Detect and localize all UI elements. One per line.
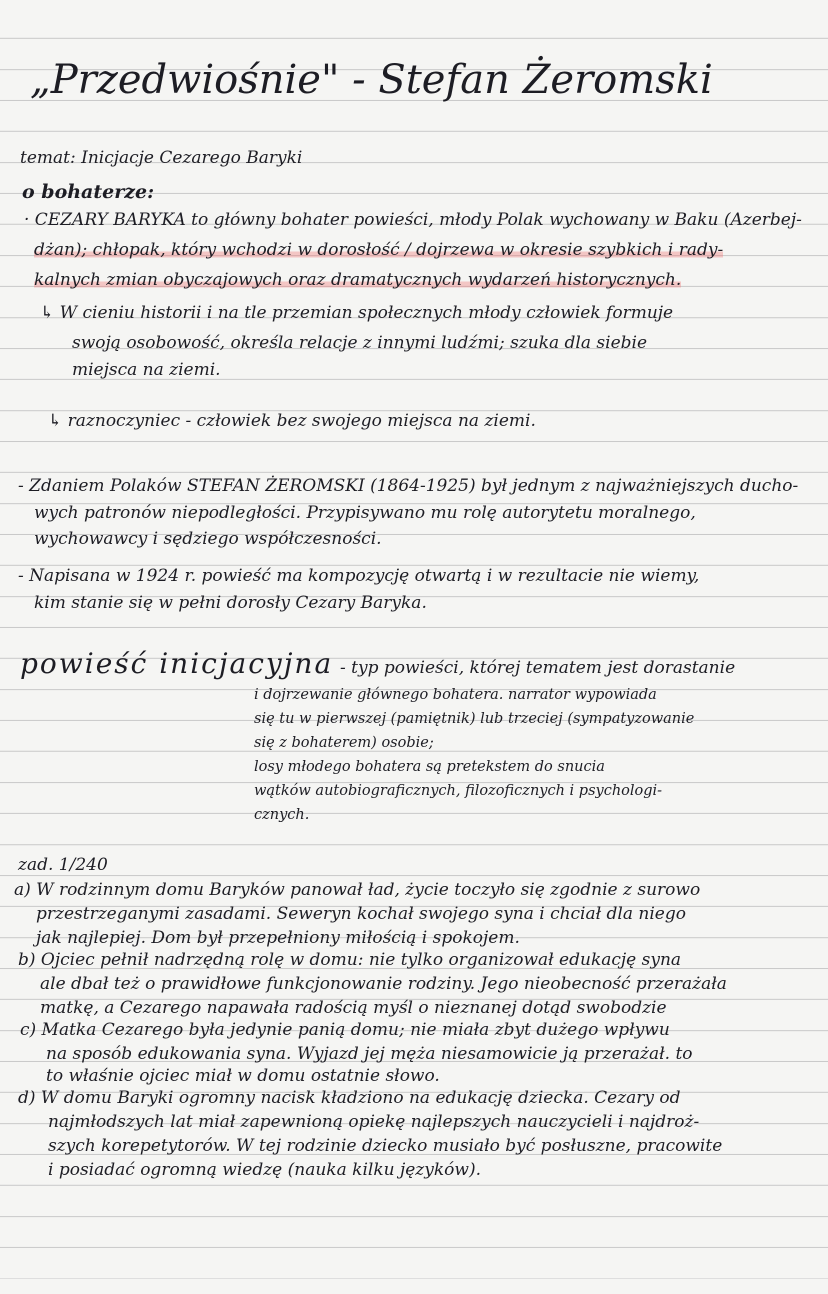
hero-arrow-1-line-3: miejsca na ziemi. <box>72 360 221 380</box>
definition-line-1: - typ powieści, której tematem jest dorastanie <box>340 658 736 678</box>
task-c-line-1: c) Matka Cezarego była jedynie panią domu; nie miała zbyt dużego wpływu <box>20 1020 670 1040</box>
task-b-line-3: matkę, a Cezarego napawała radością myśl o nieznanej dotąd swobodzie <box>40 998 667 1018</box>
hero-line-2: dżan); chłopak, który wchodzi w dorosłość / dojrzewa w okresie szybkich i rady- <box>34 240 724 260</box>
topic-line: temat: Inicjacje Cezarego Baryki <box>20 148 303 168</box>
task-c-line-3: to właśnie ojciec miał w domu ostatnie słowo. <box>46 1066 440 1086</box>
task-a-line-1: a) W rodzinnym domu Baryków panował ład, życie toczyło się zgodnie z surowo <box>14 880 701 900</box>
definition-term: powieść inicjacyjna <box>20 647 334 680</box>
task-b-line-1: b) Ojciec pełnił nadrzędną rolę w domu: nie tylko organizował edukację syna <box>18 950 682 970</box>
task-a-line-2: przestrzeganymi zasadami. Seweryn kochał swojego syna i chciał dla niego <box>36 904 686 924</box>
task-a-line-3: jak najlepiej. Dom był przepełniony miłością i spokojem. <box>36 928 520 948</box>
zeromski-line-3: wychowawcy i sędziego współczesności. <box>34 529 382 549</box>
heroes-heading: o bohaterze: <box>22 181 155 203</box>
task-b-line-2: ale dbał też o prawidłowe funkcjonowanie rodziny. Jego nieobecność przerażała <box>40 974 727 994</box>
definition-line-2: i dojrzewanie głównego bohatera. narrator wypowiada <box>254 687 657 703</box>
definition-line-5: losy młodego bohatera są pretekstem do snucia <box>254 759 605 775</box>
task-d-line-1: d) W domu Baryki ogromny nacisk kładziono na edukację dziecka. Cezary od <box>18 1088 681 1108</box>
hero-arrow-1-line-2: swoją osobowość, określa relacje z innymi ludźmi; szuka dla siebie <box>72 333 648 353</box>
task-c-line-2: na sposób edukowania syna. Wyjazd jej męża niesamowicie ją przerażał. to <box>46 1044 693 1064</box>
task-d-line-4: i posiadać ogromną wiedzę (nauka kilku języków). <box>48 1160 481 1180</box>
composition-line-1: - Napisana w 1924 r. powieść ma kompozycję otwartą i w rezultacie nie wiemy, <box>18 566 700 586</box>
zeromski-line-2: wych patronów niepodległości. Przypisywano mu rolę autorytetu moralnego, <box>34 503 696 523</box>
composition-line-2: kim stanie się w pełni dorosły Cezary Baryka. <box>34 593 427 613</box>
definition-line-6: wątków autobiograficznych, filozoficznych i psychologi- <box>254 783 663 799</box>
hero-arrow-1-line-1: ↳ W cieniu historii i na tle przemian społecznych młody człowiek formuje <box>40 303 674 323</box>
task-d-line-3: szych korepetytorów. W tej rodzinie dziecko musiało być posłuszne, pracowite <box>48 1136 723 1156</box>
hero-arrow-2: ↳ raznoczyniec - człowiek bez swojego miejsca na ziemi. <box>48 411 536 431</box>
task-d-line-2: najmłodszych lat miał zapewnioną opiekę najlepszych nauczycieli i najdroż- <box>48 1112 700 1132</box>
page-title: „Przedwiośnie" - Stefan Żeromski <box>30 57 713 103</box>
definition-line-7: cznych. <box>254 807 310 823</box>
hero-line-1: · CEZARY BARYKA to główny bohater powieści, młody Polak wychowany w Baku (Azerbej- <box>24 210 802 230</box>
definition-line-3: się tu w pierwszej (pamiętnik) lub trzeciej (sympatyzowanie <box>254 711 695 727</box>
zeromski-line-1: - Zdaniem Polaków STEFAN ŻEROMSKI (1864-1925) był jednym z najważniejszych ducho- <box>18 476 799 496</box>
definition-line-4: się z bohaterem) osobie; <box>254 735 434 751</box>
task-heading: zad. 1/240 <box>18 855 108 875</box>
hero-line-3: kalnych zmian obyczajowych oraz dramatycznych wydarzeń historycznych. <box>34 270 682 290</box>
